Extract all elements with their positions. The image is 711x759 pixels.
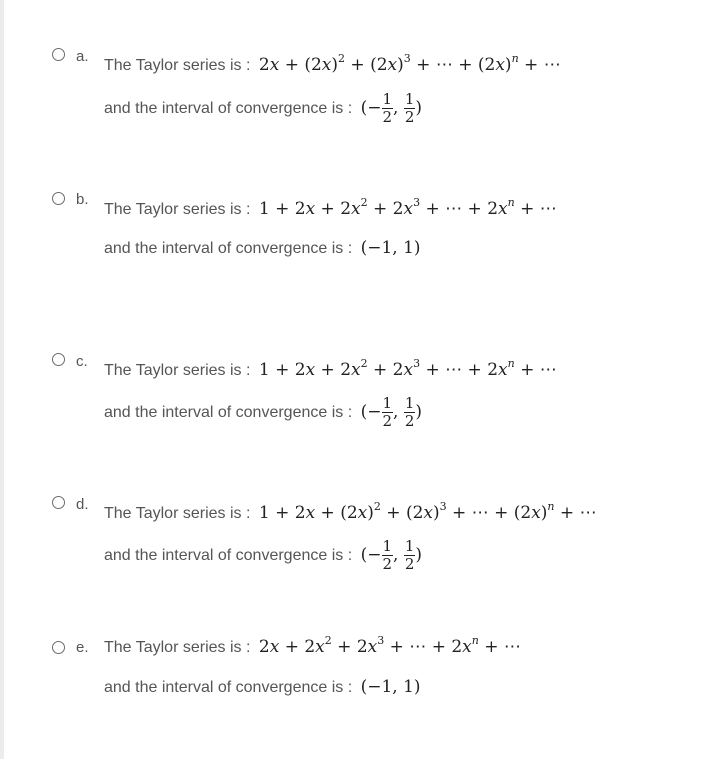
left-border xyxy=(0,0,4,759)
interval-label: and the interval of convergence is : xyxy=(104,679,353,696)
series-expression: $2x + (2x)^2 + (2x)^3$ + ⋯ + $(2x)^n$ + ⋯ xyxy=(258,52,561,75)
interval-value: (−1, 1) xyxy=(360,238,421,258)
option-letter: e. xyxy=(76,639,89,656)
interval-line xyxy=(104,539,422,572)
interval-label: and the interval of convergence is : xyxy=(104,100,353,117)
radio-button[interactable] xyxy=(52,353,65,366)
series-line xyxy=(104,52,561,75)
interval-label: and the interval of convergence is : xyxy=(104,404,353,421)
series-expression: $1 + 2x + (2x)^2 + (2x)^3$ + ⋯ + $(2x)^n$ + ⋯ xyxy=(258,500,597,523)
series-line xyxy=(104,196,557,219)
series-line xyxy=(104,500,597,523)
option-letter: d. xyxy=(76,496,89,513)
option-letter: b. xyxy=(76,191,89,208)
interval-label: and the interval of convergence is : xyxy=(104,240,353,257)
interval-value: (−1, 1) xyxy=(360,677,421,697)
series-expression: $1 + 2x + 2x^2 + 2x^3$ + ⋯ + $2x^n$ + ⋯ xyxy=(258,196,557,219)
interval-value: (− $\frac{1}{2}$ , $\frac{1}{2}$ ) xyxy=(360,537,423,573)
radio-button[interactable] xyxy=(52,48,65,61)
radio-button[interactable] xyxy=(52,496,65,509)
option-letter: a. xyxy=(76,48,89,65)
option-letter: c. xyxy=(76,353,88,370)
interval-line xyxy=(104,396,422,429)
series-label: The Taylor series is : xyxy=(104,639,251,656)
interval-label: and the interval of convergence is : xyxy=(104,547,353,564)
series-label: The Taylor series is : xyxy=(104,505,251,522)
interval-line xyxy=(104,238,421,258)
series-label: The Taylor series is : xyxy=(104,201,251,218)
interval-value: (− $\frac{1}{2}$ , $\frac{1}{2}$ ) xyxy=(360,90,423,126)
series-line xyxy=(104,634,521,657)
series-expression: $2x + 2x^2 + 2x^3$ + ⋯ + $2x^n$ + ⋯ xyxy=(258,634,521,657)
series-label: The Taylor series is : xyxy=(104,57,251,74)
series-expression: $1 + 2x + 2x^2 + 2x^3$ + ⋯ + $2x^n$ + ⋯ xyxy=(258,357,557,380)
interval-line xyxy=(104,677,421,697)
interval-line xyxy=(104,92,422,125)
series-label: The Taylor series is : xyxy=(104,362,251,379)
series-line xyxy=(104,357,557,380)
radio-button[interactable] xyxy=(52,641,65,654)
interval-value: (− $\frac{1}{2}$ , $\frac{1}{2}$ ) xyxy=(360,394,423,430)
radio-button[interactable] xyxy=(52,192,65,205)
